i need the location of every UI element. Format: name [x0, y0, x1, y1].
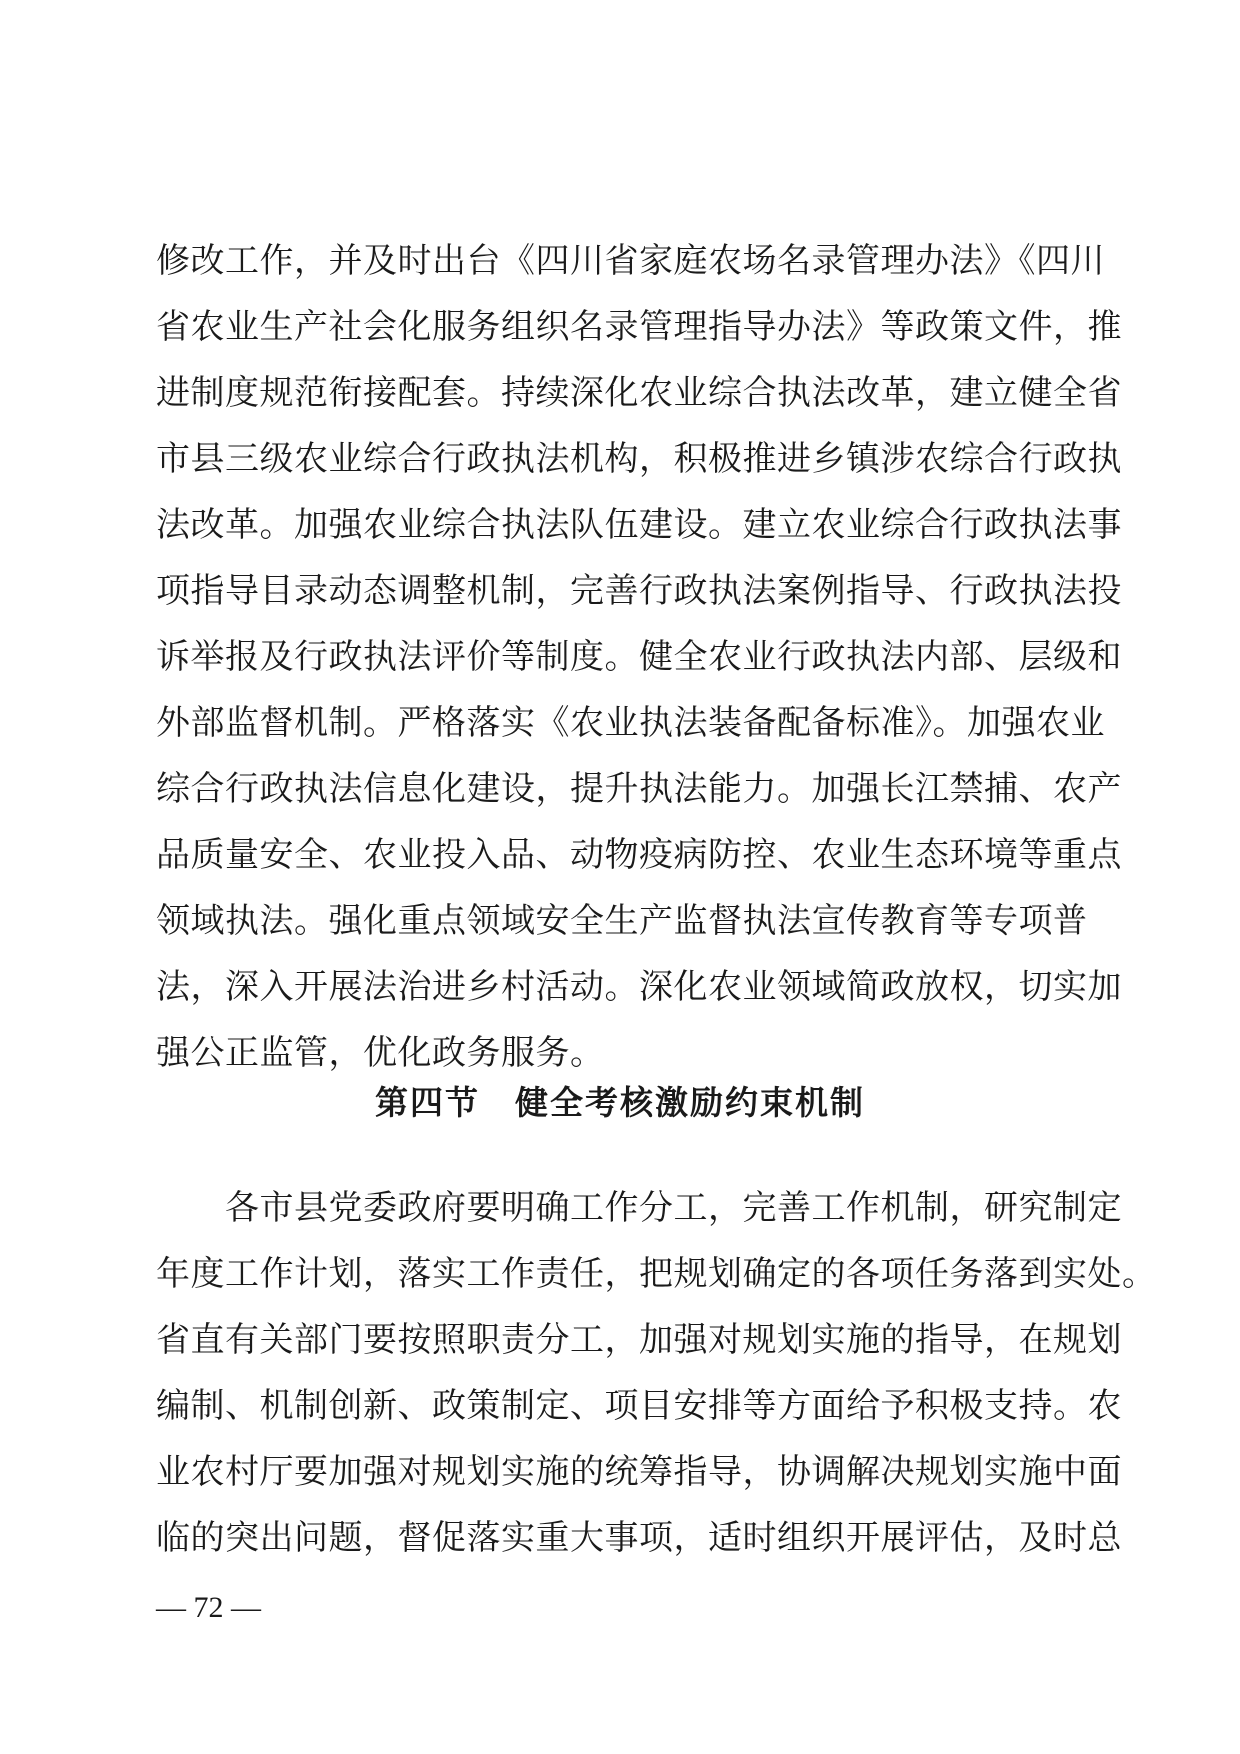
text-line: 综合行政执法信息化建设，提升执法能力。加强长江禁捕、农产	[156, 769, 1122, 809]
text-line: 品质量安全、农业投入品、动物疫病防控、农业生态环境等重点	[156, 835, 1122, 875]
page-number: — 72 —	[156, 1591, 261, 1624]
text-line: 法改革。加强农业综合执法队伍建设。建立农业综合行政执法事	[156, 505, 1122, 545]
body-paragraph	[156, 1175, 1157, 1571]
text-line: 项指导目录动态调整机制，完善行政执法案例指导、行政执法投	[156, 571, 1122, 611]
text-line: 外部监督机制。严格落实《农业执法装备配备标准》。加强农业	[156, 703, 1105, 743]
text-line: 强公正监管，优化政务服务。	[156, 1033, 605, 1073]
text-line: 诉举报及行政执法评价等制度。健全农业行政执法内部、层级和	[156, 637, 1122, 677]
text-line: 临的突出问题，督促落实重大事项，适时组织开展评估，及时总	[156, 1518, 1122, 1558]
text-line: 法，深入开展法治进乡村活动。深化农业领域简政放权，切实加	[156, 967, 1122, 1007]
section-heading: 第四节 健全考核激励约束机制	[375, 1083, 865, 1122]
text-line: 编制、机制创新、政策制定、项目安排等方面给予积极支持。农	[156, 1386, 1122, 1426]
text-line: 领域执法。强化重点领域安全生产监督执法宣传教育等专项普	[156, 901, 1088, 941]
text-line: 省直有关部门要按照职责分工，加强对规划实施的指导，在规划	[156, 1320, 1122, 1360]
text-line: 各市县党委政府要明确工作分工，完善工作机制，研究制定	[156, 1188, 1122, 1228]
text-line: 进制度规范衔接配套。持续深化农业综合执法改革，建立健全省	[156, 373, 1122, 413]
text-line: 修改工作，并及时出台《四川省家庭农场名录管理办法》《四川	[156, 241, 1105, 281]
text-line: 市县三级农业综合行政执法机构，积极推进乡镇涉农综合行政执	[156, 439, 1122, 479]
body-paragraph	[156, 228, 1122, 1086]
text-line: 省农业生产社会化服务组织名录管理指导办法》等政策文件，推	[156, 307, 1122, 347]
text-line: 业农村厅要加强对规划实施的统筹指导，协调解决规划实施中面	[156, 1452, 1122, 1492]
text-line: 年度工作计划，落实工作责任，把规划确定的各项任务落到实处。	[156, 1254, 1157, 1294]
